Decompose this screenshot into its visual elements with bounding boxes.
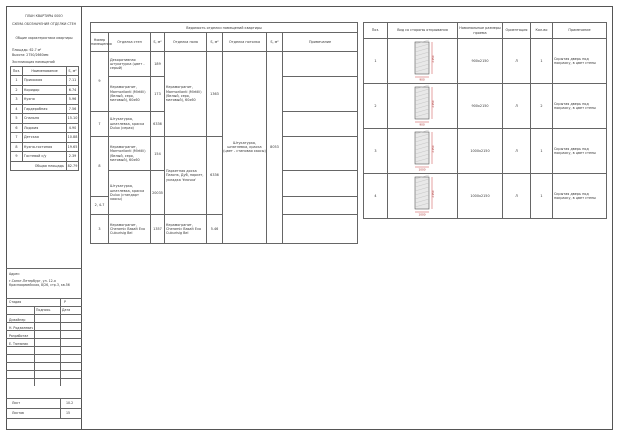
table-cell: Коридор <box>23 85 67 95</box>
door-drawing-cell <box>388 84 458 129</box>
explication-header-row <box>11 67 79 76</box>
header-cell: Ориентация <box>503 23 531 39</box>
header-cell: S, м² <box>207 33 223 51</box>
note-cell: Скрытая дверь под покраску, в цвет стены <box>553 129 607 174</box>
table-cell: Детская <box>23 133 67 143</box>
note-cell <box>283 51 358 76</box>
door-height-label: 2150 <box>430 190 435 198</box>
pos-cell: 2 <box>364 84 388 129</box>
table-cell: Кухня <box>23 95 67 105</box>
designer-name: Н. Родзилевич <box>9 326 34 330</box>
note-cell <box>283 171 358 196</box>
quantity-cell: 1 <box>531 39 553 84</box>
door-row <box>364 174 607 219</box>
floor-cell: Керамогранит, Cheramic Basalt Evo Cuburisig Bel <box>165 215 207 244</box>
area-cell: 8053 <box>267 51 283 243</box>
pos-cell: 3 <box>364 129 388 174</box>
explication-table <box>10 66 79 171</box>
table-row <box>11 123 79 133</box>
table-cell: 5.96 <box>67 95 79 105</box>
header-cell: Кол-во <box>531 23 553 39</box>
door-elevation-icon <box>403 174 443 216</box>
header-cell: Наименование <box>23 67 67 76</box>
door-drawing-cell <box>388 129 458 174</box>
floor-cell: Паркетная доска Пазонк, Дуб, паркет, укладка 'ёлочка' <box>165 136 207 214</box>
door-row <box>364 84 607 129</box>
door-drawing-cell <box>388 39 458 84</box>
table-row <box>11 142 79 152</box>
door-height-label: 2150 <box>430 100 435 108</box>
header-cell: Номер помещения <box>91 33 109 51</box>
total-row <box>11 161 79 171</box>
note-cell <box>283 111 358 136</box>
table-cell: 8 <box>11 142 23 152</box>
date-label: Дата <box>62 308 71 312</box>
area-cell: 1357 <box>151 215 165 244</box>
table-cell: Лоджия <box>23 123 67 133</box>
walls-cell: Штукатурка, шпатлевка, краска Dulux (серая) <box>109 111 151 136</box>
room-cell: 2, 4-7 <box>91 196 109 214</box>
area-cell: 173 <box>151 77 165 112</box>
table-row <box>11 95 79 105</box>
role-developer: Разработал <box>9 334 29 338</box>
area-cell: 5.46 <box>207 215 223 244</box>
address-text: г.Санкт-Петербург, ул. 12-я Красноармейская, 8/26, стр.3, кв.56 <box>9 279 70 287</box>
table-cell: 15.10 <box>67 114 79 124</box>
table-row <box>11 85 79 95</box>
table-cell: 10.88 <box>67 133 79 143</box>
walls-cell: Декоративная штукатурка (цвет - серый) <box>109 51 151 76</box>
door-elevation-icon <box>403 129 443 171</box>
door-table <box>363 22 607 219</box>
note-cell <box>283 136 358 171</box>
room-cell: 3 <box>91 215 109 244</box>
room-cell: 7 <box>91 111 109 136</box>
sheet-label: Лист <box>12 401 21 405</box>
door-width-label: 1000 <box>417 212 426 217</box>
quantity-cell: 1 <box>531 129 553 174</box>
chars-title: Общие характеристики квартиры <box>15 36 73 40</box>
pos-cell: 1 <box>364 39 388 84</box>
table-cell: 19.65 <box>67 142 79 152</box>
sheet-value: 10.2 <box>66 401 74 405</box>
table-cell: 6.74 <box>67 85 79 95</box>
orientation-cell: Л <box>503 129 531 174</box>
header-cell: Поз. <box>11 67 23 76</box>
note-cell <box>283 196 358 214</box>
table-row <box>91 51 358 76</box>
header-cell: S, м² <box>151 33 165 51</box>
door-row <box>364 39 607 84</box>
table-cell: 2.39 <box>67 152 79 162</box>
height-text: Высота: 2750/2660мм <box>12 53 49 57</box>
ceiling-cell: Штукатурка, шпатлевка, краска (цвет - стиновая хаосы) <box>223 51 267 243</box>
door-elevation-icon <box>403 39 443 81</box>
table-cell: Спальня <box>23 114 67 124</box>
title-column <box>6 6 82 430</box>
header-cell: Отделка стен <box>109 33 151 51</box>
walls-cell: Керамогранит, Marmorilanti (Mirtilli) (белый, серо, матовый), 60х60 <box>109 77 151 112</box>
size-cell: 900х2150 <box>458 84 503 129</box>
table-cell: 6 <box>11 123 23 133</box>
door-height-label: 2150 <box>430 145 435 153</box>
finish-header-row <box>91 33 358 51</box>
note-cell: Скрытая дверь под покраску, в цвет стены <box>553 39 607 84</box>
door-header-row <box>364 23 607 39</box>
stage-code: Р <box>64 300 66 304</box>
door-height-label: 2150 <box>430 55 435 63</box>
room-cell: 9 <box>91 51 109 111</box>
table-cell: 1 <box>11 76 23 86</box>
area-cell: 154 <box>151 136 165 171</box>
area-cell: 6336 <box>151 111 165 136</box>
table-cell: Кухня-гостиная <box>23 142 67 152</box>
role-designer: Дизайнер <box>9 318 26 322</box>
table-row <box>11 114 79 124</box>
walls-cell: Керамогранит, Marmorilanti (Mirtilli) (белый, серо, матовый), 60х60 <box>109 136 151 171</box>
door-width-label: 900 <box>418 77 425 82</box>
size-cell: 900х2150 <box>458 39 503 84</box>
table-cell: 3 <box>11 95 23 105</box>
header-cell: S, м² <box>267 33 283 51</box>
walls-cell: Керамогранит, Cheramic Basalt Evo Cuburisig Bel <box>109 215 151 244</box>
explication-title: Экспликация помещений <box>12 60 55 64</box>
orientation-cell: Л <box>503 39 531 84</box>
area-cell: 6336 <box>207 136 223 214</box>
note-cell <box>283 215 358 244</box>
note-cell: Скрытая дверь под покраску, в цвет стены <box>553 174 607 219</box>
table-cell: 7 <box>11 133 23 143</box>
table-cell: Прихожая <box>23 76 67 86</box>
area-text: Площадь: 62.7 м² <box>12 48 42 52</box>
table-cell: 7.56 <box>67 104 79 114</box>
note-cell: Скрытая дверь под покраску, в цвет стены <box>553 84 607 129</box>
header-cell: Примечание <box>283 33 358 51</box>
orientation-cell: Л <box>503 84 531 129</box>
door-width-label: 1000 <box>417 167 426 172</box>
plan-title: ПЛАН КВАРТИРЫ 000О <box>25 14 63 18</box>
area-cell: 1363 <box>207 51 223 136</box>
note-cell <box>283 77 358 112</box>
finish-table <box>90 22 358 244</box>
total-label: Общая площадь <box>11 161 67 171</box>
pos-cell: 4 <box>364 174 388 219</box>
table-row <box>11 152 79 162</box>
quantity-cell: 2 <box>531 84 553 129</box>
table-cell: 9 <box>11 152 23 162</box>
area-cell: 189 <box>151 51 165 76</box>
door-width-label: 900 <box>418 122 425 127</box>
table-cell: Гардеробная <box>23 104 67 114</box>
area-cell: 20035 <box>151 171 165 215</box>
sheets-label: Листов <box>12 411 24 415</box>
table-cell: 4 <box>11 104 23 114</box>
sheets-value: 15 <box>66 411 71 415</box>
developer-name: Е. Тютюник <box>9 342 29 346</box>
table-cell: 4.90 <box>67 123 79 133</box>
table-row <box>11 104 79 114</box>
stage-label: Стадия <box>9 300 22 304</box>
table-cell: 7.11 <box>67 76 79 86</box>
sign-label: Подпись <box>36 308 51 312</box>
quantity-cell: 1 <box>531 174 553 219</box>
finish-table-title: Ведомость отделки помещений квартиры <box>91 23 358 33</box>
walls-cell: Штукатурка, шпатлевка, краска Dulux (стандарт хаосы) <box>109 171 151 215</box>
table-cell: 5 <box>11 114 23 124</box>
header-cell: Примечание <box>553 23 607 39</box>
size-cell: 1000х2150 <box>458 129 503 174</box>
table-cell: Гостевой с/у <box>23 152 67 162</box>
header-cell: Вид со стороны открывания <box>388 23 458 39</box>
total-value: 82.79 <box>67 161 79 171</box>
table-row <box>11 133 79 143</box>
door-row <box>364 129 607 174</box>
table-cell: 2 <box>11 85 23 95</box>
header-cell: Отделка пола <box>165 33 207 51</box>
header-cell: S, м² <box>67 67 79 76</box>
floor-cell: Керамогранит, Marmorilanti (Mirtilli) (белый, серо, матовый), 60х60 <box>165 51 207 136</box>
header-cell: Номинальные размеры проема <box>458 23 503 39</box>
orientation-cell: Л <box>503 174 531 219</box>
door-elevation-icon <box>403 84 443 126</box>
header-cell: Отделка потолка <box>223 33 267 51</box>
plan-subtitle: СХЕМА ОБОЗНАЧЕНИЯ ОТДЕЛКИ СТЕН <box>11 22 76 26</box>
room-cell: 8 <box>91 136 109 196</box>
door-drawing-cell <box>388 174 458 219</box>
header-cell: Поз. <box>364 23 388 39</box>
address-label: Адрес: <box>9 272 21 276</box>
table-row <box>11 76 79 86</box>
size-cell: 1000х2150 <box>458 174 503 219</box>
